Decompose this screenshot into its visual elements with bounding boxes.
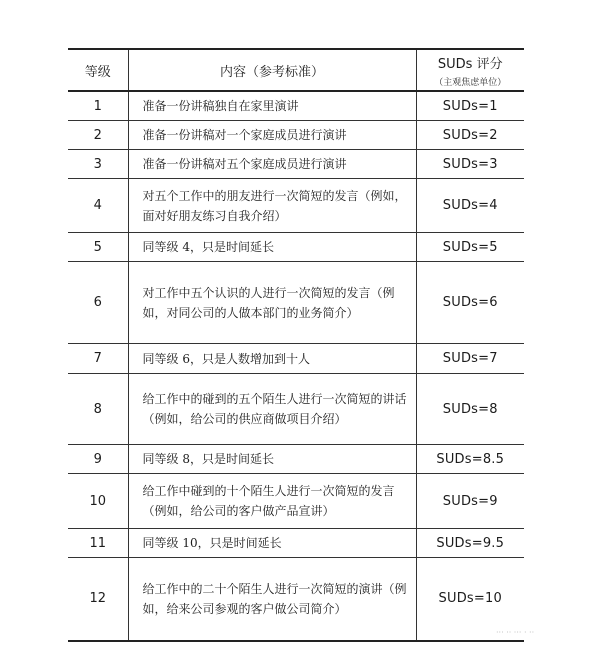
table-row	[68, 91, 524, 121]
level-cell: 6	[68, 262, 128, 344]
header-row	[68, 49, 524, 91]
content-cell: 准备一份讲稿对一个家庭成员进行演讲	[128, 121, 416, 150]
table-row	[68, 558, 524, 641]
level-cell: 11	[68, 529, 128, 558]
table-row	[68, 150, 524, 179]
score-cell: SUDs=2	[416, 121, 524, 150]
header-score-label: SUDs 评分	[437, 56, 503, 72]
score-cell: SUDs=5	[416, 233, 524, 262]
table-row	[68, 344, 524, 374]
suds-table-container	[68, 48, 524, 642]
score-cell: SUDs=9	[416, 474, 524, 529]
table-row	[68, 474, 524, 529]
level-cell: 10	[68, 474, 128, 529]
content-cell: 准备一份讲稿独自在家里演讲	[128, 91, 416, 121]
level-cell: 9	[68, 445, 128, 474]
content-cell: 同等级 4，只是时间延长	[128, 233, 416, 262]
level-cell: 3	[68, 150, 128, 179]
score-cell: SUDs=3	[416, 150, 524, 179]
score-cell: SUDs=4	[416, 179, 524, 233]
content-cell: 同等级 10，只是时间延长	[128, 529, 416, 558]
content-cell: 给工作中碰到的十个陌生人进行一次简短的发言（例如，给公司的客户做产品宣讲）	[128, 474, 416, 529]
header-content: 内容（参考标准）	[128, 49, 416, 91]
score-cell: SUDs=10	[416, 558, 524, 641]
score-cell: SUDs=7	[416, 344, 524, 374]
table-row	[68, 179, 524, 233]
content-cell: 同等级 8，只是时间延长	[128, 445, 416, 474]
suds-table	[68, 48, 524, 642]
score-cell: SUDs=8	[416, 374, 524, 445]
content-cell: 对工作中五个认识的人进行一次简短的发言（例如，对同公司的人做本部门的业务简介）	[128, 262, 416, 344]
level-cell: 8	[68, 374, 128, 445]
table-row	[68, 121, 524, 150]
content-cell: 同等级 6，只是人数增加到十人	[128, 344, 416, 374]
content-cell: 准备一份讲稿对五个家庭成员进行演讲	[128, 150, 416, 179]
score-cell: SUDs=9.5	[416, 529, 524, 558]
table-row	[68, 374, 524, 445]
table-header	[68, 49, 524, 91]
table-row	[68, 262, 524, 344]
score-cell: SUDs=8.5	[416, 445, 524, 474]
level-cell: 4	[68, 179, 128, 233]
level-cell: 2	[68, 121, 128, 150]
table-row	[68, 445, 524, 474]
level-cell: 12	[68, 558, 128, 641]
header-level: 等级	[68, 49, 128, 91]
content-cell: 对五个工作中的朋友进行一次简短的发言（例如，面对好朋友练习自我介绍）	[128, 179, 416, 233]
level-cell: 5	[68, 233, 128, 262]
score-cell: SUDs=6	[416, 262, 524, 344]
header-score-sub: （主观焦虑单位）	[434, 77, 507, 88]
header-score	[416, 49, 524, 91]
watermark-text: ··· ·· ··· · ··	[496, 628, 535, 637]
level-cell: 7	[68, 344, 128, 374]
content-cell: 给工作中的二十个陌生人进行一次简短的演讲（例如，给来公司参观的客户做公司简介）	[128, 558, 416, 641]
table-row	[68, 529, 524, 558]
score-cell: SUDs=1	[416, 91, 524, 121]
table-body	[68, 91, 524, 641]
content-cell: 给工作中的碰到的五个陌生人进行一次简短的讲话（例如，给公司的供应商做项目介绍）	[128, 374, 416, 445]
level-cell: 1	[68, 91, 128, 121]
table-row	[68, 233, 524, 262]
